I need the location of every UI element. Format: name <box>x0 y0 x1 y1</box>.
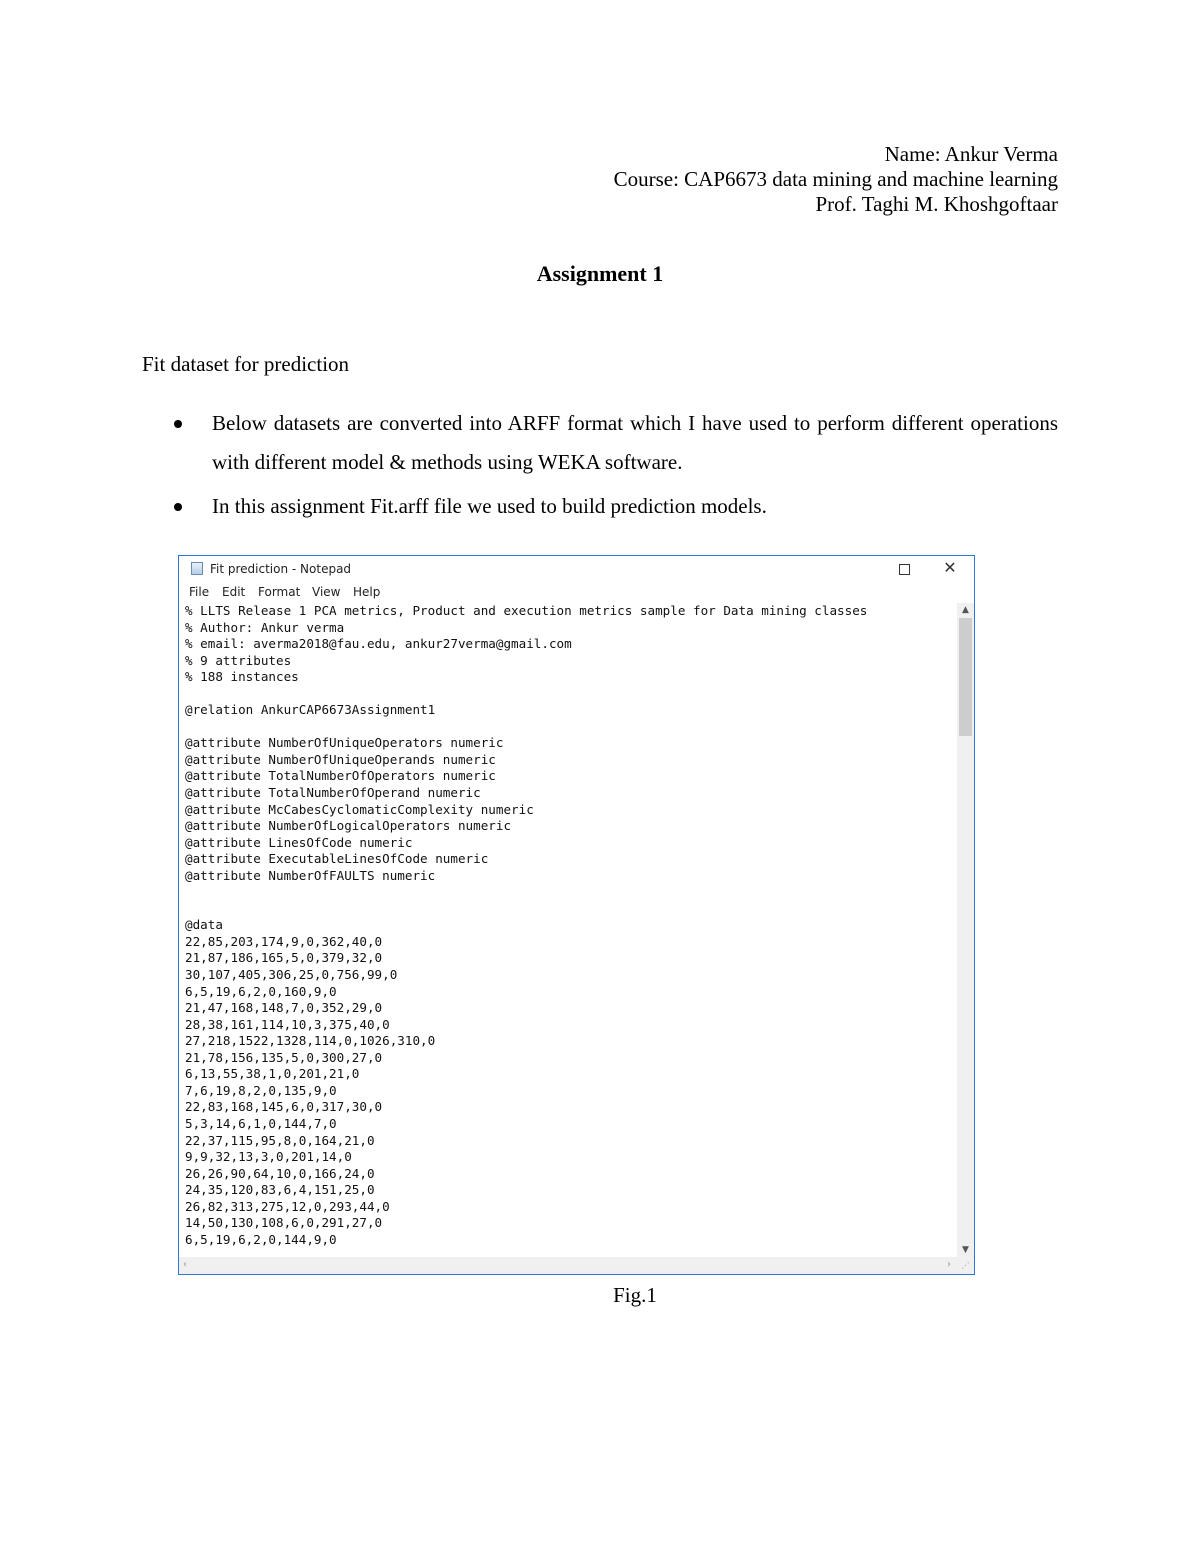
scroll-right-icon[interactable]: › <box>947 1259 951 1270</box>
header-block <box>614 142 1058 217</box>
notepad-line: % LLTS Release 1 PCA metrics, Product and execution metrics sample for Data mining classes <box>185 603 868 618</box>
notepad-line: 21,87,186,165,5,0,379,32,0 <box>185 950 383 966</box>
notepad-line: 26,26,90,64,10,0,166,24,0 <box>185 1165 375 1181</box>
close-button[interactable]: ✕ <box>943 558 957 577</box>
horizontal-scrollbar[interactable] <box>179 1257 957 1274</box>
notepad-line: @attribute TotalNumberOfOperators numeric <box>185 768 496 784</box>
notepad-line <box>185 901 955 918</box>
notepad-line: 6,5,19,6,2,0,144,9,0 <box>185 1231 337 1247</box>
bullet-list <box>170 404 1058 531</box>
course-name: Course: CAP6673 data mining and machine learning <box>613 167 1058 191</box>
notepad-line: 22,83,168,145,6,0,317,30,0 <box>185 1099 383 1115</box>
scroll-thumb[interactable] <box>959 618 972 736</box>
bullet-item <box>170 487 1058 526</box>
bullet-item <box>170 404 1058 482</box>
notepad-line: @attribute NumberOfUniqueOperators numeric <box>185 735 504 751</box>
menu-file[interactable]: File <box>189 585 210 599</box>
notepad-line: 14,50,130,108,6,0,291,27,0 <box>185 1215 383 1231</box>
notepad-line: 30,107,405,306,25,0,756,99,0 <box>185 967 398 983</box>
notepad-line: 28,38,161,114,10,3,375,40,0 <box>185 1016 390 1032</box>
author-name: Name: Ankur Verma <box>884 142 1058 166</box>
bullet-dot-icon <box>174 503 182 511</box>
bullet-text: Below datasets are converted into ARFF format which I have used to perform different operations with different model & methods using WEKA software. <box>212 411 1058 474</box>
notepad-line: @attribute NumberOfFAULTS numeric <box>185 867 436 883</box>
notepad-line: @attribute NumberOfUniqueOperands numeric <box>185 751 496 767</box>
bullet-text: In this assignment Fit.arff file we used to build prediction models. <box>212 494 767 518</box>
notepad-line: 6,5,19,6,2,0,160,9,0 <box>185 983 337 999</box>
scroll-down-icon[interactable]: ▼ <box>962 1245 969 1255</box>
notepad-line: % 9 attributes <box>185 652 292 668</box>
notepad-line <box>185 686 955 703</box>
notepad-line: @relation AnkurCAP6673Assignment1 <box>185 702 436 718</box>
menu-help[interactable]: Help <box>353 585 381 599</box>
menu-edit[interactable]: Edit <box>222 585 246 599</box>
notepad-line: % Author: Ankur verma <box>185 619 345 635</box>
notepad-line: @attribute ExecutableLinesOfCode numeric <box>185 851 489 867</box>
notepad-line: @data <box>185 917 223 933</box>
notepad-line: 6,13,55,38,1,0,201,21,0 <box>185 1066 360 1082</box>
menu-view[interactable]: View <box>312 585 341 599</box>
bullet-dot-icon <box>174 420 182 428</box>
notepad-line: @attribute LinesOfCode numeric <box>185 834 413 850</box>
vertical-scrollbar[interactable] <box>957 603 974 1257</box>
notepad-window <box>178 555 975 1275</box>
notepad-text-area[interactable] <box>185 603 955 1257</box>
notepad-app-icon <box>191 562 203 575</box>
notepad-line: 7,6,19,8,2,0,135,9,0 <box>185 1082 337 1098</box>
notepad-titlebar[interactable] <box>179 556 974 582</box>
document-title: Assignment 1 <box>536 261 664 286</box>
notepad-line: 5,3,14,6,1,0,144,7,0 <box>185 1115 337 1131</box>
notepad-line: 21,78,156,135,5,0,300,27,0 <box>185 1049 383 1065</box>
notepad-line: 27,218,1522,1328,114,0,1026,310,0 <box>185 1033 436 1049</box>
notepad-line: 22,37,115,95,8,0,164,21,0 <box>185 1132 375 1148</box>
notepad-line: % 188 instances <box>185 669 299 685</box>
scroll-up-icon[interactable]: ▲ <box>962 605 969 615</box>
scroll-left-icon[interactable]: ‹ <box>183 1259 187 1270</box>
notepad-line <box>185 719 955 736</box>
notepad-line <box>185 884 955 901</box>
notepad-line: @attribute TotalNumberOfOperand numeric <box>185 785 481 801</box>
figure-caption: Fig.1 <box>613 1283 657 1307</box>
notepad-line: @attribute McCabesCyclomaticComplexity numeric <box>185 801 534 817</box>
notepad-line: 9,9,32,13,3,0,201,14,0 <box>185 1149 352 1165</box>
notepad-line: 21,47,168,148,7,0,352,29,0 <box>185 1000 383 1016</box>
section-heading: Fit dataset for prediction <box>142 352 350 376</box>
notepad-line: @attribute NumberOfLogicalOperators numeric <box>185 818 512 834</box>
notepad-line: 26,82,313,275,12,0,293,44,0 <box>185 1198 390 1214</box>
notepad-menubar <box>179 584 974 602</box>
notepad-line: 24,35,120,83,6,4,151,25,0 <box>185 1182 375 1198</box>
maximize-button[interactable] <box>891 560 917 578</box>
professor-name: Prof. Taghi M. Khoshgoftaar <box>815 192 1058 216</box>
notepad-line: 22,85,203,174,9,0,362,40,0 <box>185 933 383 949</box>
resize-grip-icon[interactable]: ⋰ <box>957 1257 974 1274</box>
menu-format[interactable]: Format <box>258 585 301 599</box>
notepad-title: Fit prediction - Notepad <box>210 562 352 576</box>
notepad-line: % email: averma2018@fau.edu, ankur27verma@gmail.com <box>185 636 572 652</box>
